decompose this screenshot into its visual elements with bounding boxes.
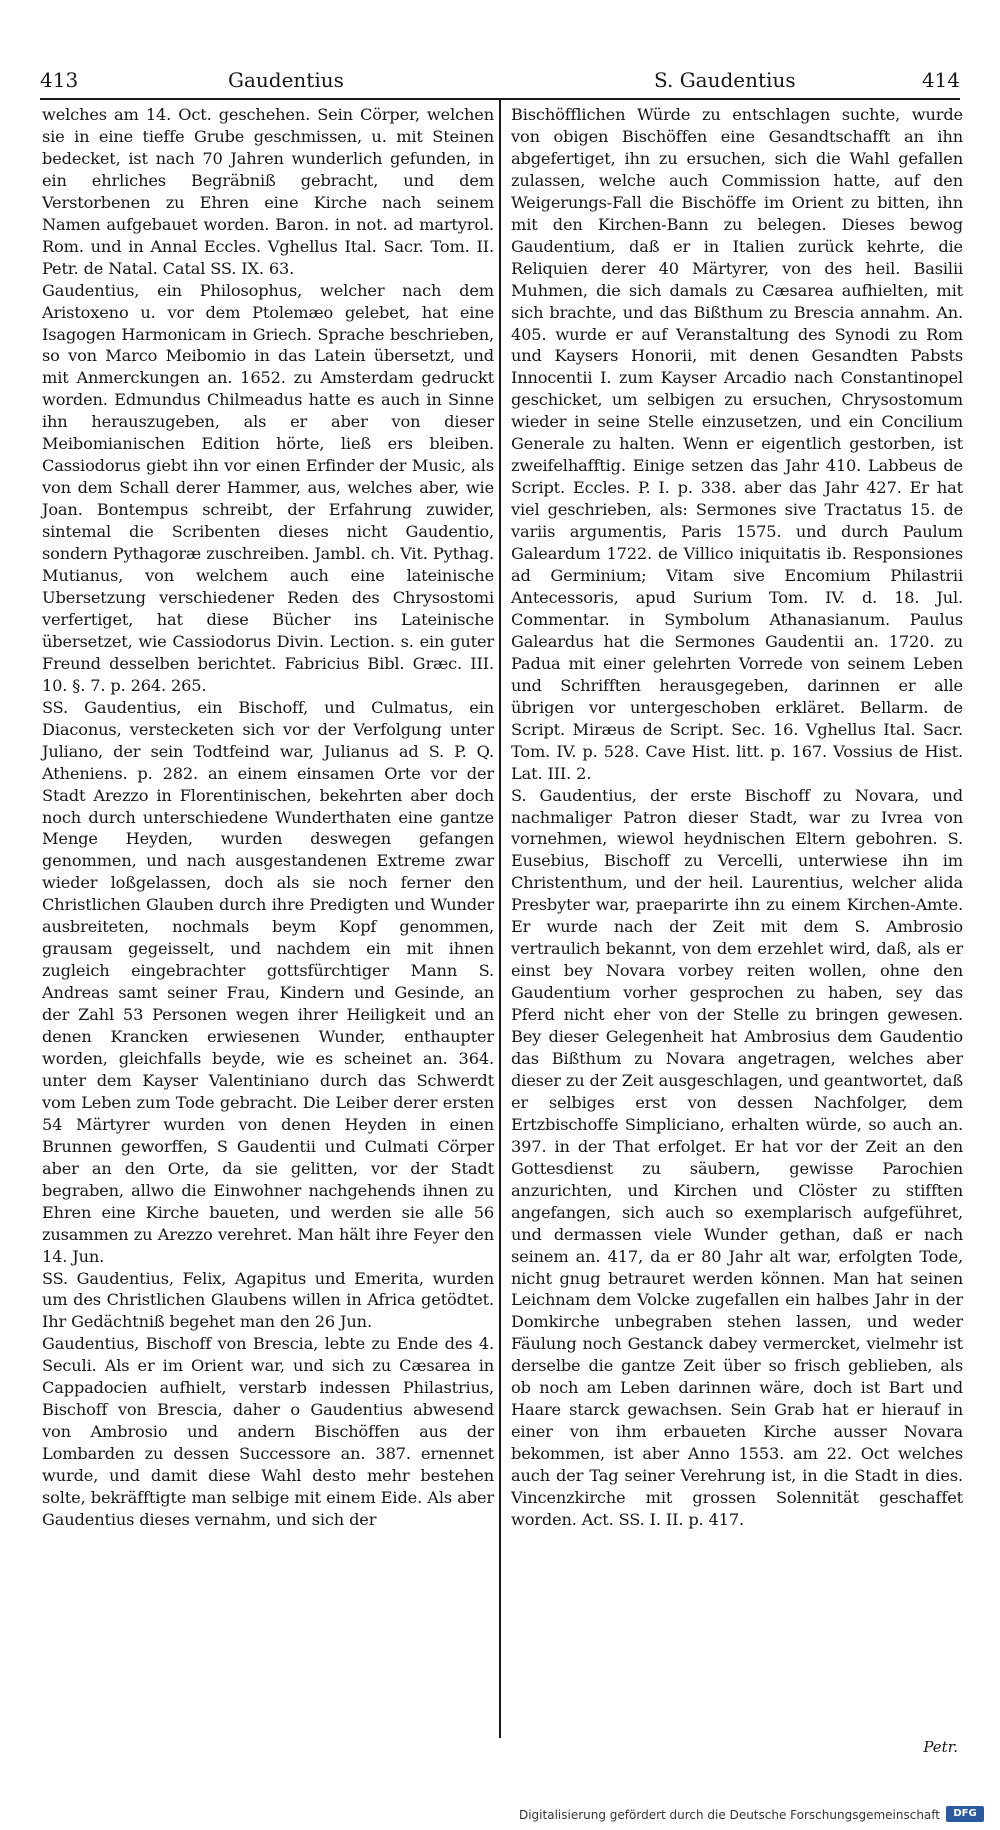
- entry-paragraph: Gaudentius, ein Philosophus, welcher nach dem Aristoxeno u. vor dem Ptolemæo gelebet, hat eine Isagogen Harmonicam in Griech. Sprache beschrieben, so von Marco Meibomio in das Latein übersetzt, und mit Anmerckungen an. 1652. zu Amsterdam gedruckt worden. Edmundus Chilmeadus hatte es auch in Sinne ihn herauszugeben, als er aber von dieser Meibomianischen Edition hörte, ließ ers bleiben. Cassiodorus giebt ihn vor einen Erfinder der Music, als von dem Schall derer Hammer, aus, welches aber, wie Joan. Bontempus schreibt, der Erfahrung zuwider, sintemal die Scribenten dieses nicht Gaudentio, sondern Pythagoræ zuschreiben. Jambl. ch. Vit. Pythag. Mutianus, von welchem auch eine lateinische Ubersetzung verschiedener Reden des Chrysostomi verfertiget, hat diese Bücher ins Lateinische übersetzet, wie Cassiodorus Divin. Lection. s. ein guter Freund desselben berichtet. Fabricius Bibl. Græc. III. 10. §. 7. p. 264. 265.: [42, 280, 494, 695]
- entry-paragraph: S. Gaudentius, der erste Bischoff zu Novara, und nachmaliger Patron dieser Stadt, war zu Ivrea von vornehmen, wiewol heydnischen Eltern gebohren. S. Eusebius, Bischoff zu Vercelli, unterwiese ihn im Christenthum, und der heil. Laurentius, welcher alida Presbyter war, praeparirte ihn zu einem Kirchen-Amte. Er wurde nach der Zeit mit dem S. Ambrosio vertraulich bekannt, von dem erzehlet wird, daß, als er einst bey Novara vorbey reiten wollen, ohne den Gaudentium vorher gesprochen zu haben, sey das Pferd nicht eher von der Stelle zu bringen gewesen. Bey dieser Gelegenheit hat Ambrosius dem Gaudentio das Bißthum zu Novara angetragen, welches aber dieser zu der Zeit ausgeschlagen, und geantwortet, daß er selbiges erst von dessen Nachfolger, dem Ertzbischoffe Simpliciano, erhalten würde, so auch an. 397. in der That erfolget. Er hat vor der Zeit an den Gottesdienst zu säubern, gewisse Parochien anzurichten, und Kirchen und Clöster zu stifften angefangen, sich auch so exemplarisch aufgeführet, und dermassen viele Wunder gethan, daß er nach seinem an. 417, da er 80 Jahr alt war, erfolgten Tode, nicht gnug betrauret werden können. Man hat seinen Leichnam dem Volcke zugefallen ein halbes Jahr in der Domkirche unbegraben stehen lassen, und weder Fäulung noch Gestanck dabey vermercket, vielmehr ist derselbe die gantze Zeit über so frisch geblieben, als ob noch am Leben darinnen wäre, doch ist Bart und Haare starck gewachsen. Sein Grab hat er hierauf in einer von ihm erbaueten Kirche ausser Novara bekommen, ist aber Anno 1553. am 22. Oct welches auch der Tag seiner Verehrung ist, in die Stadt in dies. Vincenzkirche mit grossen Solennität geschaffet worden. Act. SS. I. II. p. 417.: [511, 785, 963, 1529]
- entry-paragraph: SS. Gaudentius, ein Bischoff, und Culmatus, ein Diaconus, verstecketen sich vor der Verfolgung unter Juliano, der sein Todtfeind war, Julianus ad S. P. Q. Atheniens. p. 282. an einem einsamen Orte vor der Stadt Arezzo in Florentinischen, bekehrten aber doch noch durch unterschiedene Wunderthaten eine gantze Menge Heyden, wurden deswegen gefangen genommen, und nach ausgestandenen Extreme zwar wieder loßgelassen, doch als sie noch ferner den Christlichen Glauben durch ihre Predigten und Wunder ausbreiteten, nochmals beym Kopf genommen, grausam gegeisselt, und nachdem ein mit ihnen zugleich eingebrachter gottsfürchtiger Mann S. Andreas samt seiner Frau, Kindern und Gesinde, an der Zahl 53 Personen wegen ihrer Heiligkeit und an denen Krancken erwiesenen Wunder, enthaupter worden, gleichfalls beyde, wie es scheinet an. 364. unter dem Kayser Valentiniano durch das Schwerdt vom Leben zum Tode gebracht. Die Leiber derer ersten 54 Märtyrer wurden von denen Heyden in einen Brunnen geworffen, S Gaudentii und Culmati Cörper aber an den Orte, da sie gelitten, vor der Stadt begraben, allwo die Einwohner nachgehends ihnen zu Ehren eine Kirche baueten, und werden sie alle 56 zusammen zu Arezzo verehret. Man hält ihre Feyer den 14. Jun.: [42, 697, 494, 1266]
- running-header: [40, 64, 960, 98]
- right-column: [511, 104, 963, 1531]
- left-page-number: 413: [40, 68, 79, 92]
- column-divider: [499, 98, 501, 1738]
- catchword: Petr.: [923, 1738, 958, 1756]
- footer-text: Digitalisierung gefördert durch die Deutsche Forschungsgemeinschaft: [518, 1808, 940, 1822]
- left-running-title: Gaudentius: [228, 68, 344, 92]
- right-running-title: S. Gaudentius: [654, 68, 796, 92]
- entry-paragraph: welches am 14. Oct. geschehen. Sein Cörper, welchen sie in eine tieffe Grube geschmissen, u. mit Steinen bedecket, ist nach 70 Jahren wunderlich gefunden, in ein ehrliches Begräbniß gebracht, und dem Verstorbenen zu Ehren eine Kirche nach seinem Namen aufgebauet worden. Baron. in not. ad martyrol. Rom. und in Annal Eccles. Vghellus Ital. Sacr. Tom. II. Petr. de Natal. Catal SS. IX. 63.: [42, 105, 494, 278]
- left-column: [42, 104, 494, 1531]
- entry-paragraph: Bischöfflichen Würde zu entschlagen suchte, wurde von obigen Bischöffen eine Gesandtschafft an ihn abgefertiget, ihn zu ersuchen, sich die Wahl gefallen zulassen, welche auch Commission hatte, auf den Weigerungs-Fall die Bischöffe im Orient zu bitten, ihn mit den Kirchen-Bann zu belegen. Dieses bewog Gaudentium, daß er in Italien zurück kehrte, die Reliquien derer 40 Märtyrer, von des heil. Basilii Muhmen, die sich damals zu Cæsarea aufhielten, mit sich brachte, und das Bißthum zu Brescia annahm. An. 405. wurde er auf Veranstaltung des Synodi zu Rom und Kaysers Honorii, mit denen Gesandten Pabsts Innocentii I. zum Kayser Arcadio nach Constantinopel geschicket, um selbigen zu ersuchen, Chrysostomum wieder in seine Stelle einzusetzen, und ein Concilium Generale zu halten. Wenn er eigentlich gestorben, ist zweifelhafftig. Einige setzen das Jahr 410. Labbeus de Script. Eccles. P. I. p. 338. aber das Jahr 427. Er hat viel geschrieben, als: Sermones sive Tractatus 15. de variis argumentis, Paris 1575. und durch Paulum Galeardum 1722. de Villico iniquitatis ib. Responsiones ad Germinium; Vitam sive Encomium Philastrii Antecessoris, apud Surium Tom. IV. d. 18. Jul. Commentar. in Symbolum Athanasianum. Paulus Galeardus hat die Sermones Gaudentii an. 1720. zu Padua mit einer gelehrten Vorrede von seinem Leben und Schrifften herausgegeben, darinnen er alle übrigen vor untergeschoben erkläret. Bellarm. de Script. Miræus de Script. Sec. 16. Vghellus Ital. Sacr. Tom. IV. p. 528. Cave Hist. litt. p. 167. Vossius de Hist. Lat. III. 2.: [511, 105, 963, 783]
- entry-paragraph: Gaudentius, Bischoff von Brescia, lebte zu Ende des 4. Seculi. Als er im Orient war, und sich zu Cæsarea in Cappadocien aufhielt, verstarb indessen Philastrius, Bischoff von Brescia, daher o Gaudentius abwesend von Ambrosio und andern Bischöffen aus der Lombarden zu dessen Successore an. 387. ernennet wurde, und damit diese Wahl desto mehr bestehen solte, bekräfftigte man selbige mit einem Eide. Als aber Gaudentius dieses vernahm, und sich der: [42, 1334, 494, 1529]
- right-page-number: 414: [921, 68, 960, 92]
- dfg-logo: DFG: [946, 1806, 984, 1822]
- entry-paragraph: SS. Gaudentius, Felix, Agapitus und Emerita, wurden um des Christlichen Glaubens willen in Africa getödtet. Ihr Gedächtniß begehet man den 26 Jun.: [42, 1268, 494, 1332]
